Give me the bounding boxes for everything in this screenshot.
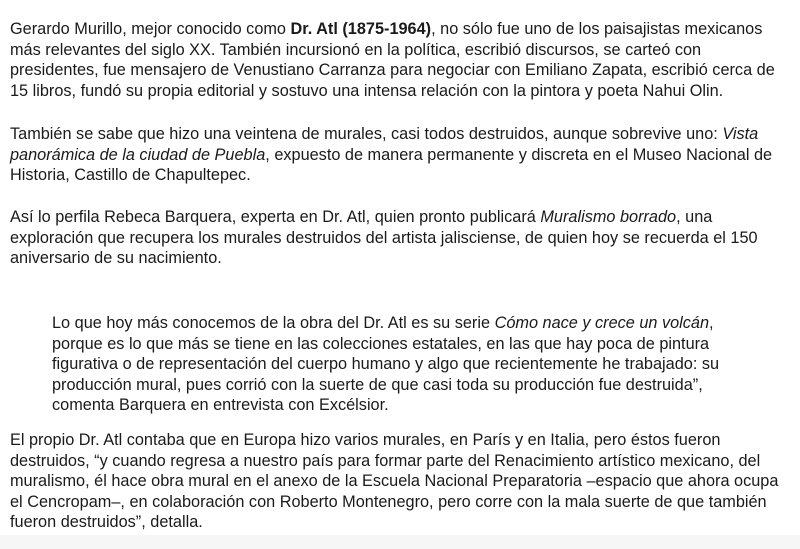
- series-title-italic: Cómo nace y crece un volcán: [494, 314, 710, 332]
- bottom-divider: [0, 535, 800, 549]
- paragraph-murals: [10, 124, 782, 186]
- subject-name-bold: Dr. Atl (1875-1964): [290, 20, 432, 38]
- quote-text-start: Lo que hoy más conocemos de la obra del Dr. Atl es su serie: [52, 314, 495, 332]
- quote-block: [52, 313, 752, 416]
- quote-text-end: , porque es lo que más se tiene en las colecciones estatales, en las que hay poca de pintura figurativa o de representación del cuerpo humano y algo que recientemente he trabajado: su producción mural, pues corrió con la suerte de que casi toda su producción fue destruida”, comenta Barquera en entrevista con Excélsior.: [52, 314, 720, 414]
- paragraph-barquera-text-start: Así lo perfila Rebeca Barquera, experta en Dr. Atl, quien pronto publicará: [10, 208, 541, 226]
- paragraph-murals-text-end: , expuesto de manera permanente y discreta en el Museo Nacional de Historia, Castillo de Chapultepec.: [10, 145, 773, 184]
- paragraph-europe-text: El propio Dr. Atl contaba que en Europa hizo varios murales, en París y en Italia, pero éstos fueron destruidos, “y cuando regresa a nuestro país para formar parte del Renacimiento artístico mexicano, del muralismo, él hace obra mural en el anexo de la Escuela Nacional Preparatoria –espacio que ahora ocupa el Cencropam–, en colaboración con Roberto Montenegro, pero corre con la mala suerte de que también fueron destruidos”, detalla.: [10, 431, 779, 531]
- paragraph-europe: [10, 430, 782, 533]
- paragraph-barquera-text-end: , una exploración que recupera los murales destruidos del artista jalisciense, de quien hoy se recuerda el 150 aniversario de su nacimiento.: [10, 208, 758, 267]
- book-title-italic: Muralismo borrado: [540, 208, 677, 226]
- paragraph-barquera: [10, 207, 782, 269]
- paragraph-intro-text-start: Gerardo Murillo, mejor conocido como: [10, 20, 291, 38]
- mural-title-italic: Vista panorámica de la ciudad de Puebla: [10, 125, 759, 164]
- paragraph-intro-text-end: , no sólo fue uno de los paisajistas mexicanos más relevantes del siglo XX. También incursionó en la política, escribió discursos, se carteó con presidentes, fue mensajero de Venustiano Carranza para negociar con Emiliano Zapata, escribió cerca de 15 libros, fundó su propia editorial y sostuvo una intensa relación con la pintora y poeta Nahui Olin.: [10, 20, 775, 100]
- paragraph-murals-text-start: También se sabe que hizo una veintena de murales, casi todos destruidos, aunque sobrevive uno:: [10, 125, 723, 143]
- paragraph-intro: [10, 19, 782, 101]
